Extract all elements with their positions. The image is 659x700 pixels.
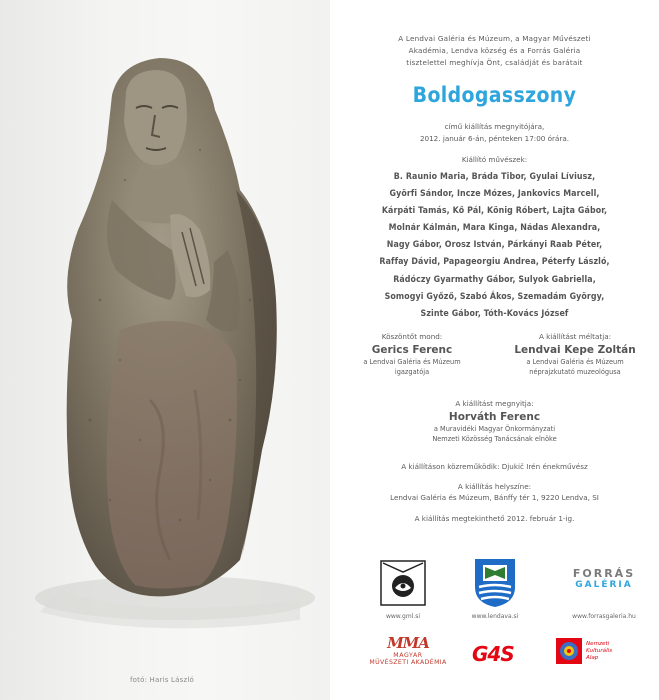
nka-text-line: Kulturális (586, 647, 613, 654)
nka-seal-icon (556, 638, 582, 664)
viewable-until: A kiállítás megtekinthető 2012. február 1-ig. (414, 514, 575, 523)
lendava-logo (473, 557, 517, 613)
forras-galeria-logo (559, 567, 649, 590)
artist-list (330, 169, 659, 323)
artist-line: B. Raunio Maria, Bráda Tibor, Gyulai Líviusz, (393, 172, 596, 182)
artists-label: Kiállító művészek: (461, 155, 528, 164)
lendava-url[interactable]: www.lendava.si (471, 613, 519, 620)
greeting-name: Gerics Ferenc (371, 344, 453, 356)
artist-line: Nagy Gábor, Orosz István, Párkányi Raab Péter, (386, 240, 603, 251)
lendava-coat-of-arms-icon (473, 557, 517, 609)
forras-url[interactable]: www.forrasgaleria.hu (572, 613, 636, 620)
artist-line: Kárpáti Tamás, Kő Pál, König Róbert, Lajta Gábor, (381, 206, 608, 217)
opener-block (330, 398, 659, 444)
contributor-line: A kiállításon közreműködik: Djukič Irén énekművész (401, 462, 588, 471)
intro-line: Akadémia, Lendva község és a Forrás Galéria (408, 46, 581, 55)
gml-emblem-icon (380, 560, 426, 606)
intro-line: tisztelettel meghívja Önt, családját és barátait (406, 58, 583, 67)
appraisal-role: néprajzkutató muzeológusa (529, 368, 621, 376)
appraisal-label: A kiállítást méltatja: (538, 332, 612, 341)
gml-url[interactable]: www.gml.si (385, 613, 421, 620)
intro-paragraph (330, 33, 659, 69)
galeria-wordmark: GALÉRIA (575, 580, 633, 590)
intro-line: A Lendvai Galéria és Múzeum, a Magyar Művészeti (398, 34, 591, 43)
nka-text-line: Nemzeti (586, 640, 610, 647)
g4s-logo (472, 642, 514, 666)
photo-credit: fotó: Haris László (130, 676, 194, 684)
greeting-role: igazgatója (394, 368, 430, 376)
opener-role: a Muravidéki Magyar Önkormányzati (433, 425, 556, 433)
venue-address: Lendvai Galéria és Múzeum, Bánffy tér 1, 9220 Lendva, SI (390, 493, 599, 502)
g4s-wordmark: G4S (472, 642, 514, 666)
opener-label: A kiállítást megnyitja: (455, 399, 534, 408)
nka-text-line: Alap (586, 654, 599, 661)
opening-line: című kiállítás megnyitójára, (444, 122, 545, 131)
appraisal-name: Lendvai Kepe Zoltán (514, 344, 636, 356)
appraisal-role: a Lendvai Galéria és Múzeum (526, 358, 624, 366)
invitation-text (330, 0, 659, 700)
appraisal-block (493, 331, 657, 377)
greeting-block (330, 331, 494, 377)
greeting-label: Köszöntőt mond: (381, 332, 443, 341)
nka-text (586, 641, 612, 662)
mma-mark: MMA (387, 634, 429, 652)
opener-role: Nemzeti Közösség Tanácsának elnöke (432, 435, 557, 443)
artist-line: Somogyi Győző, Szabó Ákos, Szemadám György, (384, 291, 605, 302)
venue-label: A kiállítás helyszíne: (457, 482, 532, 491)
opener-name: Horváth Ferenc (448, 411, 541, 423)
artist-line: Rádóczy Gyarmathy Gábor, Sulyok Gabriella, (393, 274, 596, 285)
greeting-role: a Lendvai Galéria és Múzeum (363, 358, 461, 366)
opening-date: 2012. január 6-án, pénteken 17:00 órára. (419, 134, 570, 143)
mma-logo (363, 634, 453, 666)
gml-logo (380, 560, 426, 610)
exhibition-title: Boldogasszony (412, 83, 577, 107)
artist-line: Szinte Gábor, Tóth-Kovács József (420, 308, 569, 319)
artist-line: Molnár Kálmán, Mara Kinga, Nádas Alexandra, (388, 223, 601, 234)
forras-wordmark: FORRÁS (572, 567, 636, 580)
mma-text: MŰVÉSZETI AKADÉMIA (369, 659, 447, 666)
artist-line: Györfi Sándor, Incze Mózes, Jankovics Marcell, (389, 189, 600, 200)
opening-info (330, 121, 659, 145)
artist-line: Raffay Dávid, Papageorgiu Andrea, Péterfy László, (379, 257, 610, 268)
nka-logo (556, 638, 612, 664)
mma-text: MAGYAR (393, 652, 423, 659)
